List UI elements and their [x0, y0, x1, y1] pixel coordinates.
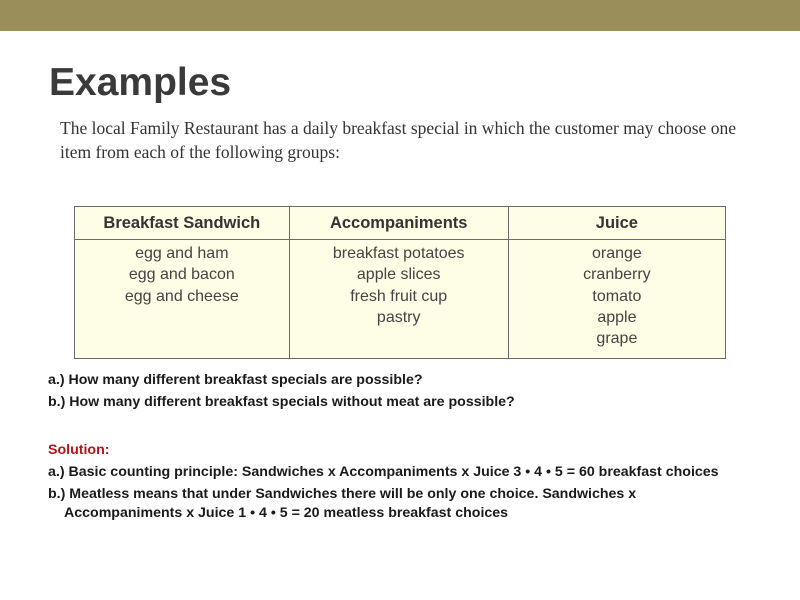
- sandwich-item: egg and bacon: [128, 266, 235, 284]
- accompaniments-cell: [289, 240, 508, 359]
- intro-text: The local Family Restaurant has a daily breakfast special in which the customer may choose one item from each of the following groups:: [60, 118, 736, 162]
- juice-item: grape: [596, 330, 638, 348]
- table-body-row: [75, 240, 726, 359]
- breakfast-menu-table: [74, 206, 726, 359]
- column-header-accompaniments: Accompaniments: [289, 207, 508, 240]
- juice-cell: [508, 240, 725, 359]
- slide-title: Examples: [49, 61, 232, 104]
- solution-answer-b: b.) Meatless means that under Sandwiches there will be only one choice. Sandwiches x Accompaniments x Juice 1 • 4 • 5 = 20 meatless breakfast choices: [48, 486, 637, 521]
- sandwich-cell: [75, 240, 290, 359]
- table-header-row: [75, 207, 726, 240]
- sandwich-item: egg and ham: [135, 245, 229, 262]
- questions-and-solution: [48, 371, 748, 523]
- juice-item: apple: [597, 308, 637, 326]
- solution-heading: Solution:: [48, 442, 110, 458]
- column-header-sandwich: Breakfast Sandwich: [75, 207, 290, 240]
- juice-item: tomato: [592, 287, 642, 305]
- top-accent-bar: [0, 0, 800, 31]
- column-header-juice: Juice: [508, 207, 725, 240]
- accompaniment-item: apple slices: [356, 266, 441, 284]
- juice-item: cranberry: [583, 266, 651, 284]
- accompaniment-item: breakfast potatoes: [332, 245, 465, 262]
- question-a: a.) How many different breakfast specials are possible?: [48, 372, 423, 388]
- accompaniment-item: fresh fruit cup: [350, 287, 448, 305]
- question-b: b.) How many different breakfast specials without meat are possible?: [48, 394, 515, 410]
- juice-item: orange: [591, 245, 642, 262]
- sandwich-item: egg and cheese: [124, 287, 239, 305]
- accompaniment-item: pastry: [376, 308, 421, 326]
- solution-answer-a: a.) Basic counting principle: Sandwiches x Accompaniments x Juice 3 • 4 • 5 = 60 breakfast choices: [48, 464, 719, 480]
